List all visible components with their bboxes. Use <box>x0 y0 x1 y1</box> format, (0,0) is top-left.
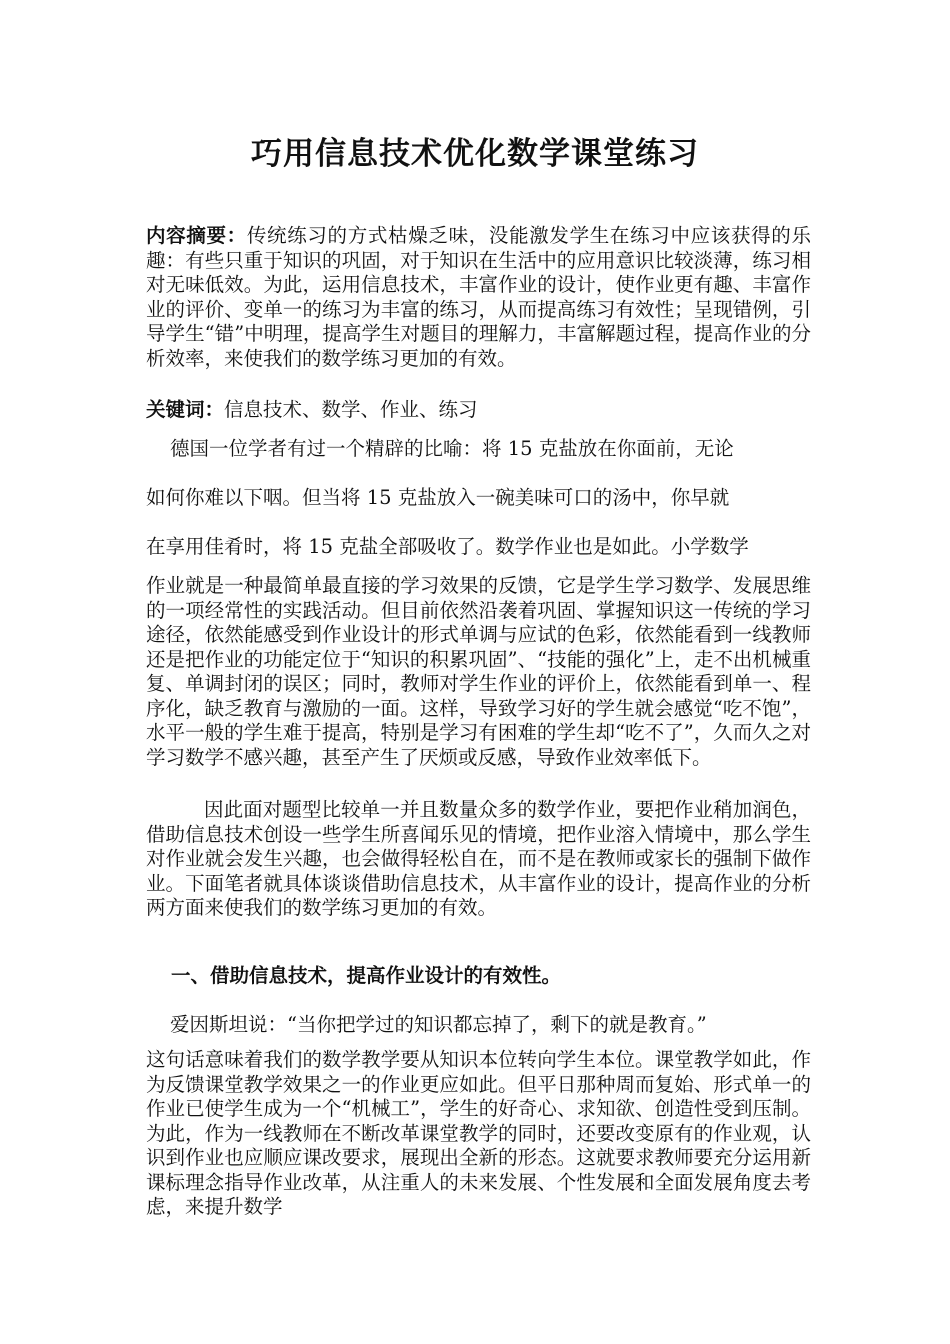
abstract-text: 传统练习的方式枯燥乏味，没能激发学生在练习中应该获得的乐趣：有些只重于知识的巩固，对于知识在生活中的应用意识比较淡薄，练习相对无味低效。为此，运用信息技术，丰富作业的设计，使作业更有趣、丰富作业的评价、变单一的练习为丰富的练习，从而提高练习有效性；呈现错例，引导学生“错”中明理，提高学生对题目的理解力，丰富解题过程，提高作业的分析效率，来使我们的数学练习更加的有效。 <box>146 224 811 370</box>
para1-line-3: 在享用佳肴时，将 15 克盐全部吸收了。数学作业也是如此。小学数学 <box>146 535 749 558</box>
abstract-label: 内容摘要： <box>146 224 247 247</box>
document-title: 巧用信息技术优化数学课堂练习 <box>251 136 699 172</box>
keywords-paragraph <box>146 398 811 423</box>
para3: 这句话意味着我们的数学教学要从知识本位转向学生本位。课堂教学如此，作为反馈课堂教学效果之一的作业更应如此。但平日那种周而复始、形式单一的作业已使学生成为一个“机械工”，学生的好奇心、求知欲、创造性受到压制。为此，作为一线教师在不断改革课堂教学的同时，还要改变原有的作业观，认识到作业也应顺应课改要求，展现出全新的形态。这就要求教师要充分运用新课标理念指导作业改革，从注重人的未来发展、个性发展和全面发展角度去考虑，来提升数学 <box>146 1048 811 1218</box>
abstract-paragraph <box>146 224 811 371</box>
section-heading-1: 一、借助信息技术，提高作业设计的有效性。 <box>171 964 562 987</box>
para2: 因此面对题型比较单一并且数量众多的数学作业，要把作业稍加润色，借助信息技术创设一些学生所喜闻乐见的情境，把作业溶入情境中，那么学生对作业就会发生兴趣，也会做得轻松自在，而不是在教师或家长的强制下做作业。下面笔者就具体谈谈借助信息技术，从丰富作业的设计，提高作业的分析两方面来使我们的数学练习更加的有效。 <box>146 798 811 919</box>
para1-line-1: 德国一位学者有过一个精辟的比喻：将 15 克盐放在你面前，无论 <box>170 437 734 460</box>
para1-continuation: 作业就是一种最简单最直接的学习效果的反馈，它是学生学习数学、发展思维的一项经常性的实践活动。但目前依然沿袭着巩固、掌握知识这一传统的学习途径，依然能感受到作业设计的形式单调与应试的色彩，依然能看到一线教师还是把作业的功能定位于“知识的积累巩固”、“技能的强化”上，走不出机械重复、单调封闭的误区；同时，教师对学生作业的评价上，依然能看到单一、程序化，缺乏教育与激励的一面。这样，导致学习好的学生就会感觉“吃不饱”，水平一般的学生难于提高，特别是学习有困难的学生却“吃不了”，久而久之对学习数学不感兴趣，甚至产生了厌烦或反感，导致作业效率低下。 <box>146 574 811 769</box>
para1-line-2: 如何你难以下咽。但当将 15 克盐放入一碗美味可口的汤中，你早就 <box>146 486 730 509</box>
keywords-text: 信息技术、数学、作业、练习 <box>224 398 478 421</box>
quote-line: 爱因斯坦说：“当你把学过的知识都忘掉了，剩下的就是教育。” <box>170 1013 707 1036</box>
keywords-label: 关键词： <box>146 398 225 421</box>
